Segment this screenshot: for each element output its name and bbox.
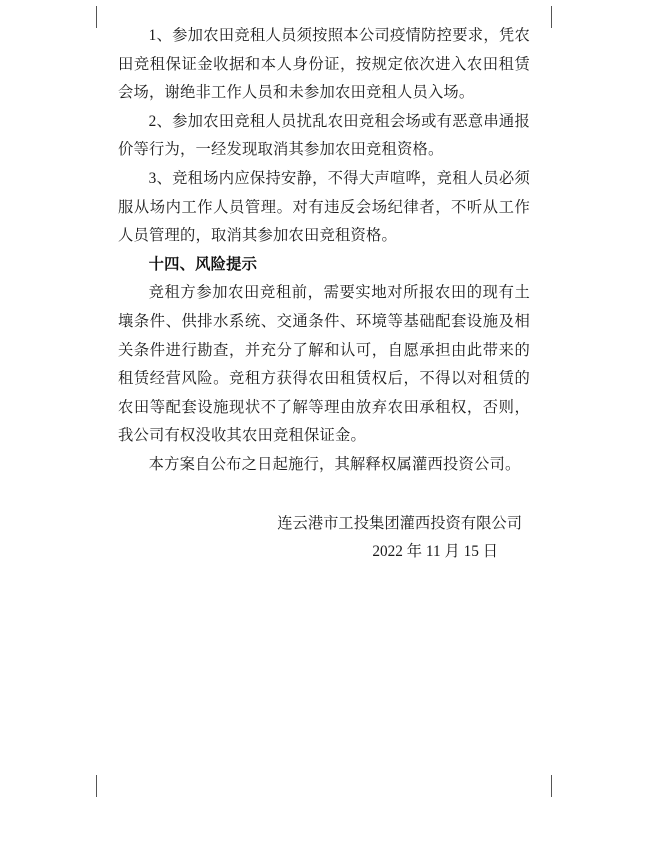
crop-mark-top-right bbox=[551, 6, 552, 28]
paragraph-effective-date: 本方案自公布之日起施行，其解释权属灌西投资公司。 bbox=[148, 455, 521, 473]
signature-company: 连云港市工投集团灌西投资有限公司 bbox=[277, 514, 522, 532]
signature-date: 2022 年 11 月 15 日 bbox=[372, 543, 498, 561]
paragraph-item-1: 1、参加农田竞租人员须按照本公司疫情防控要求，凭农田竞租保证金收据和本人身份证，按规定依次进入农田租赁会场，谢绝非工作人员和未参加农田竞租人员入场。 bbox=[118, 27, 530, 102]
signature-block bbox=[118, 510, 530, 567]
document-body bbox=[118, 22, 530, 567]
crop-mark-top-left bbox=[96, 6, 97, 28]
crop-mark-bottom-right bbox=[551, 775, 552, 797]
paragraph-item-3: 3、竞租场内应保持安静，不得大声喧哗，竞租人员必须服从场内工作人员管理。对有违反会场纪律者，不听从工作人员管理的，取消其参加农田竞租资格。 bbox=[118, 169, 530, 245]
section-heading-risk: 十四、风险提示 bbox=[148, 255, 258, 273]
crop-mark-bottom-left bbox=[96, 775, 97, 797]
paragraph-risk-notice: 竞租方参加农田竞租前，需要实地对所报农田的现有土壤条件、供排水系统、交通条件、环境等基础配套设施及相关条件进行勘查，并充分了解和认可，自愿承担由此带来的租赁经营风险。竞租方获得农田租赁权后，不得以对租赁的农田等配套设施现状不了解等理由放弃农田承租权，否则，我公司有权没收其农田竞租保证金。 bbox=[118, 284, 530, 445]
paragraph-item-2: 2、参加农田竞租人员扰乱农田竞租会场或有恶意串通报价等行为，一经发现取消其参加农田竞租资格。 bbox=[118, 112, 530, 159]
